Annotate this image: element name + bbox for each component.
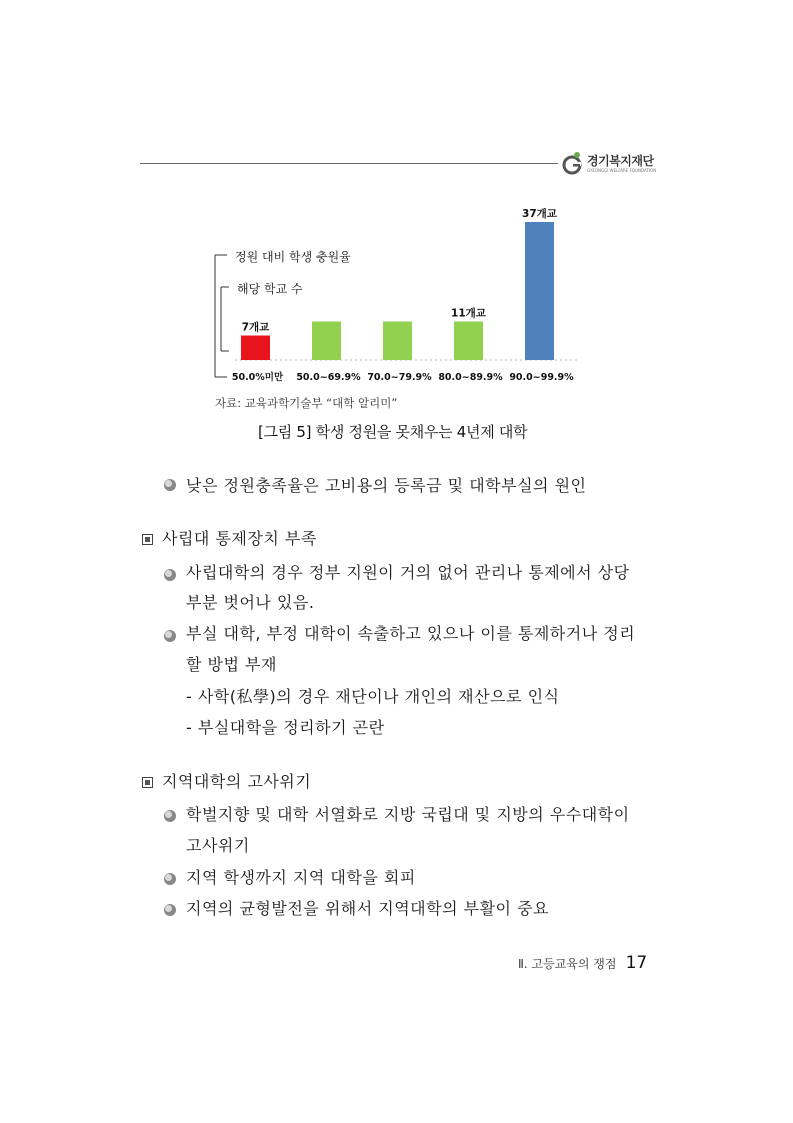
dash-item: - 부실대학을 정리하기 곤란 [186, 718, 385, 737]
bullet-text-cont: 고사위기 [186, 836, 250, 855]
bar-chart [205, 195, 595, 390]
section-heading: 지역대학의 고사위기 [162, 772, 312, 791]
x-tick-label: 70.0~79.9% [367, 372, 432, 383]
chart-bar [241, 336, 270, 361]
x-tick-label: 50.0%미만 [231, 372, 284, 383]
source-note: 자료: 교육과학기술부 “대학 알리미” [215, 396, 398, 410]
legend-entry: 정원 대비 학생 충원율 [235, 250, 351, 264]
chart-bar [525, 222, 554, 360]
logo-mark-icon [561, 151, 583, 175]
x-tick-label: 80.0~89.9% [438, 372, 503, 383]
logo-text: 경기복지재단 [587, 154, 654, 168]
logo-subtext: GYEONGGI WELFARE FOUNDATION [587, 168, 657, 173]
page-footer [518, 953, 647, 973]
chart-bar [312, 322, 341, 361]
bullet-text-cont: 부분 벗어나 있음. [186, 593, 315, 612]
section-heading: 사립대 통제장치 부족 [162, 529, 317, 548]
data-label: 7개교 [241, 321, 270, 334]
data-label: 37개교 [522, 208, 557, 220]
square-bullet-icon [142, 777, 153, 788]
bullet-text: 학벌지향 및 대학 서열화로 지방 국립대 및 지방의 우수대학이 [186, 805, 630, 824]
bullet-icon [162, 871, 178, 887]
header-rule [140, 163, 558, 164]
foundation-logo [561, 149, 661, 179]
bullet-text-cont: 할 방법 부재 [186, 655, 277, 674]
bullet-icon [162, 808, 178, 824]
legend-entry: 해당 학교 수 [237, 282, 303, 296]
bullet-icon [162, 902, 178, 918]
square-bullet-icon [142, 534, 153, 545]
bullet-text: 사립대학의 경우 정부 지원이 거의 없어 관리나 통제에서 상당 [186, 563, 630, 582]
bullet-text: 지역 학생까지 지역 대학을 회피 [186, 868, 416, 887]
chart-svg [205, 195, 595, 390]
figure-caption: [그림 5] 학생 정원을 못채우는 4년제 대학 [258, 423, 528, 441]
bullet-icon [162, 477, 178, 493]
bullet-icon [162, 628, 178, 644]
data-label: 11개교 [451, 307, 486, 320]
x-tick-label: 50.0~69.9% [296, 372, 361, 383]
chart-bar [383, 322, 412, 361]
page-number: 17 [625, 953, 648, 973]
bullet-icon [162, 567, 178, 583]
dash-item: - 사학(私學)의 경우 재단이나 개인의 재산으로 인식 [186, 687, 560, 706]
x-tick-label: 90.0~99.9% [509, 372, 574, 383]
footer-section: Ⅱ. 고등교육의 쟁점 [518, 957, 617, 971]
bullet-text: 부실 대학, 부정 대학이 속출하고 있으나 이를 통제하거나 정리 [186, 624, 636, 643]
bullet-text: 낮은 정원충족율은 고비용의 등록금 및 대학부실의 원인 [186, 476, 587, 495]
chart-bar [454, 322, 483, 361]
bullet-text: 지역의 균형발전을 위해서 지역대학의 부활이 중요 [186, 899, 550, 918]
